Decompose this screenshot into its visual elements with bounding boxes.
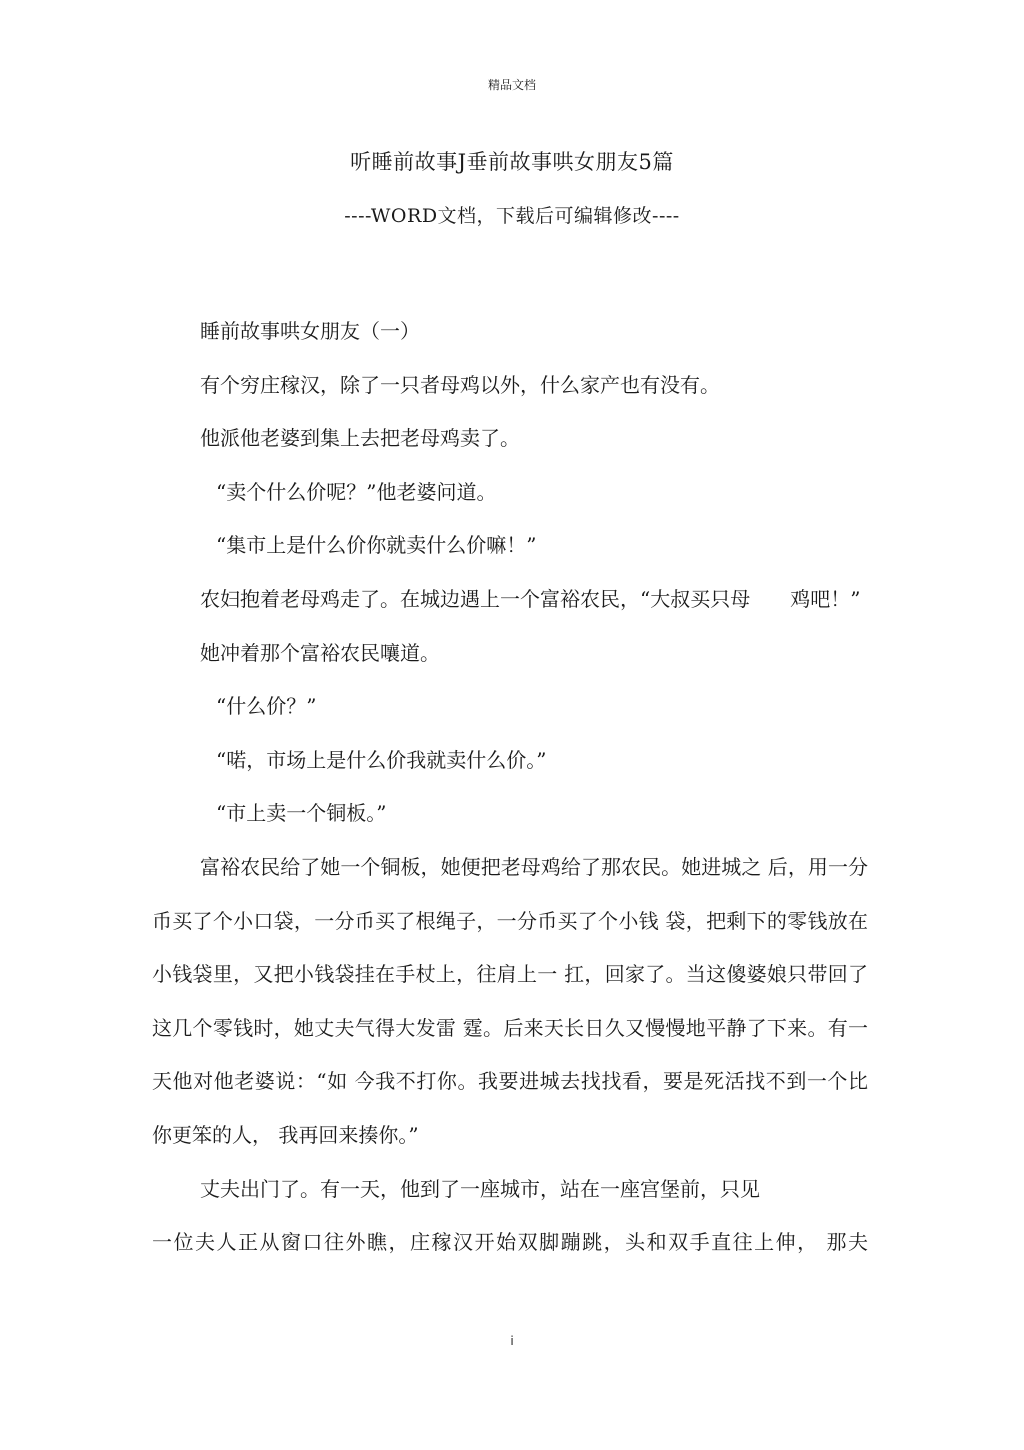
document-subtitle: ----WORD文档，下载后可编辑修改---- — [344, 205, 680, 227]
paragraph: 富裕农民给了她一个铜板，她便把老母鸡给了那农民。她进城之 后，用一分币买了个小口袋，一分币买了根绳子，一分币买了个小钱 袋，把剩下的零钱放在小钱袋里，又把小钱袋挂在手杖上，往肩上一 扛，回家了。当这傻婆娘只带回了这几个零钱时，她丈夫气得大发雷 霆。后来天长日久又慢慢地平静了下来。有一天他对他老婆说：“如 今我不打你。我要进城去找找看，要是死活找不到一个比你更笨的人， 我再回来揍你。” — [152, 854, 868, 1147]
header-watermark: 精品文档 — [487, 78, 536, 92]
document-title: 听睡前故事J垂前故事哄女朋友5篇 — [350, 150, 674, 174]
dialogue-line: “什么价？” — [216, 694, 317, 719]
page-number: i — [510, 1334, 514, 1348]
dialogue-line: “卖个什么价呢？”他老婆问道。 — [216, 479, 497, 504]
document-body — [152, 305, 868, 1270]
section-heading: 睡前故事哄女朋友（一） — [200, 319, 420, 343]
paragraph: 丈夫出门了。有一天，他到了一座城市，站在一座宫堡前，只见 — [200, 1176, 760, 1201]
paragraph: 农妇抱着老母鸡走了。在城边遇上一个富裕农民，“大叔买只母 鸡吧！” — [200, 586, 861, 611]
dialogue-line: “喏，市场上是什么价我就卖什么价。” — [216, 747, 547, 772]
dialogue-line: “集市上是什么价你就卖什么价嘛！” — [216, 533, 537, 558]
paragraph: 有个穷庄稼汉，除了一只者母鸡以外，什么家产也有没有。 — [200, 372, 720, 397]
dialogue-line: “市上卖一个铜板。” — [216, 801, 387, 826]
paragraph: 她冲着那个富裕农民嚷道。 — [200, 640, 440, 665]
paragraph: 他派他老婆到集上去把老母鸡卖了。 — [200, 426, 520, 451]
paragraph-continuation: 一位夫人正从窗口往外瞧，庄稼汉开始双脚蹦跳，头和双手直往上伸， 那夫 — [152, 1230, 868, 1255]
